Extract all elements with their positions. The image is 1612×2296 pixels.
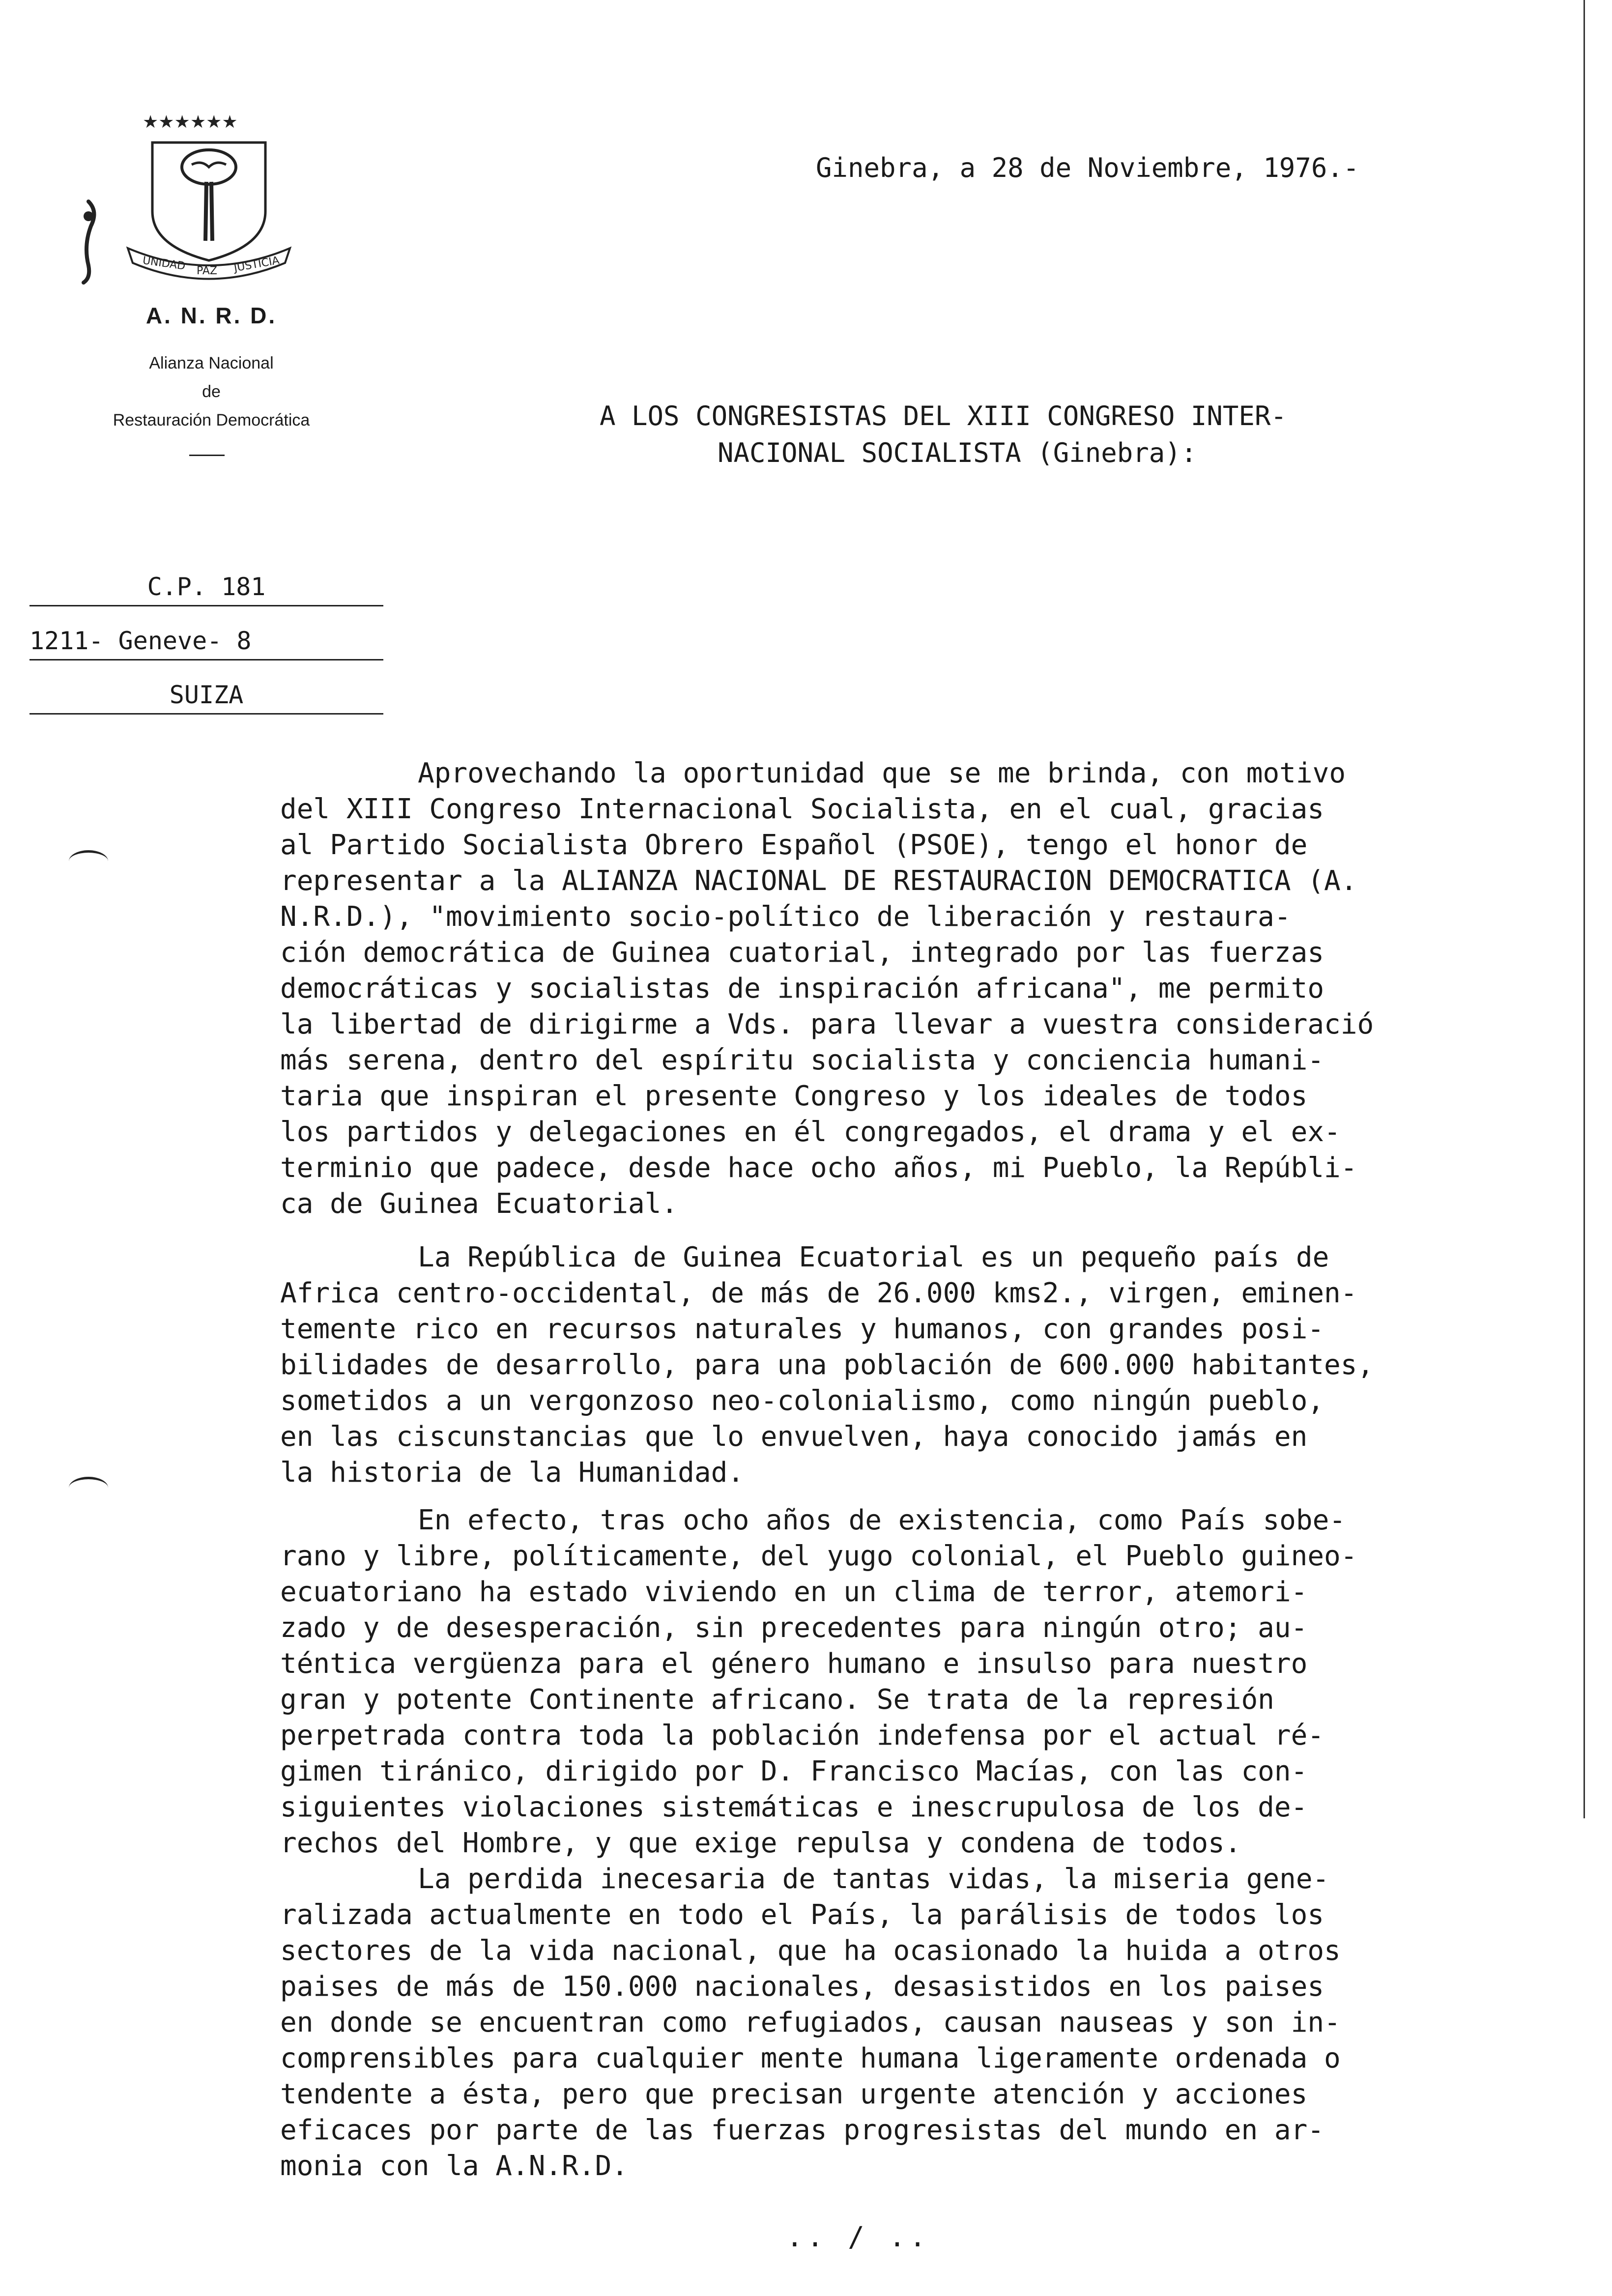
- paragraph-3-line: rano y libre, políticamente, del yugo colonial, el Pueblo guineo-: [280, 1540, 1357, 1572]
- motto-word: JUSTICIA: [233, 254, 281, 275]
- paragraph-4-line: La perdida inecesaria de tantas vidas, la miseria gene-: [418, 1863, 1329, 1895]
- motto-word: UNIDAD: [142, 254, 186, 273]
- paragraph-3-line: rechos del Hombre, y que exige repulsa y condena de todos.: [280, 1827, 1241, 1859]
- paragraph-3-line: En efecto, tras ocho años de existencia, como País sobe-: [418, 1504, 1346, 1536]
- paragraph-1-line: la libertad de dirigirme a Vds. para llevar a vuestra consideració: [280, 1008, 1374, 1040]
- margin-mark: [69, 850, 108, 872]
- org-name-line-3: Restauración Democrática: [113, 411, 310, 430]
- paragraph-3-line: ecuatoriano ha estado viviendo en un clima de terror, atemori-: [280, 1576, 1308, 1608]
- paragraph-4-line: paises de más de 150.000 nacionales, desasistidos en los paises: [280, 1971, 1324, 2003]
- address-city: 1211- Geneve- 8: [29, 627, 383, 660]
- paragraph-3-line: gran y potente Continente africano. Se trata de la represión: [280, 1684, 1274, 1716]
- paragraph-1-line: Aprovechando la oportunidad que se me brinda, con motivo: [418, 757, 1346, 789]
- org-name-line-2: de: [202, 382, 221, 401]
- addressee-line-1: A LOS CONGRESISTAS DEL XIII CONGRESO INTER-: [600, 401, 1287, 431]
- paragraph-4-line: sectores de la vida nacional, que ha ocasionado la huida a otros: [280, 1935, 1341, 1967]
- paragraph-2-line: Africa centro-occidental, de más de 26.000 kms2., virgen, eminen-: [280, 1277, 1357, 1309]
- motto-word: PAZ: [197, 265, 217, 277]
- paragraph-1-line: del XIII Congreso Internacional Socialista, en el cual, gracias: [280, 793, 1324, 825]
- paragraph-3-line: téntica vergüenza para el género humano e insulso para nuestro: [280, 1648, 1308, 1680]
- paragraph-2-line: en las ciscunstancias que lo envuelven, haya conocido jamás en: [280, 1421, 1308, 1453]
- paragraph-4-line: comprensibles para cualquier mente humana ligeramente ordenada o: [280, 2042, 1341, 2074]
- paragraph-2-line: sometidos a un vergonzoso neo-colonialismo, como ningún pueblo,: [280, 1385, 1324, 1417]
- page-edge-line: [1583, 0, 1585, 1818]
- page-continuation: .. / ..: [786, 2221, 930, 2253]
- margin-mark: [69, 1477, 108, 1499]
- paragraph-1-line: ca de Guinea Ecuatorial.: [280, 1188, 678, 1220]
- paragraph-1-line: N.R.D.), "movimiento socio-político de liberación y restaura-: [280, 901, 1291, 933]
- org-abbreviation: A. N. R. D.: [145, 303, 277, 328]
- paragraph-1-line: al Partido Socialista Obrero Español (PSOE), tengo el honor de: [280, 829, 1308, 861]
- paragraph-4-line: monia con la A.N.R.D.: [280, 2150, 629, 2182]
- paragraph-1-line: taria que inspiran el presente Congreso y los ideales de todos: [280, 1080, 1308, 1112]
- address-postal-box: C.P. 181: [29, 573, 383, 606]
- paragraph-4-line: en donde se encuentran como refugiados, causan nauseas y son in-: [280, 2007, 1341, 2038]
- paragraph-3-line: zado y de desesperación, sin precedentes para ningún otro; au-: [280, 1612, 1308, 1644]
- paragraph-4-line: eficaces por parte de las fuerzas progresistas del mundo en ar-: [280, 2114, 1324, 2146]
- letter-date: Ginebra, a 28 de Noviembre, 1976.-: [816, 152, 1359, 183]
- paragraph-2-line: temente rico en recursos naturales y humanos, con grandes posi-: [280, 1313, 1324, 1345]
- handwritten-mark: [74, 197, 103, 285]
- paragraph-1-line: terminio que padece, desde hace ocho años, mi Pueblo, la Repúbli-: [280, 1152, 1357, 1184]
- paragraph-3-line: gimen tiránico, dirigido por D. Francisco Macías, con las con-: [280, 1755, 1308, 1787]
- paragraph-4-line: ralizada actualmente en todo el País, la parálisis de todos los: [280, 1899, 1324, 1931]
- paragraph-1-line: más serena, dentro del espíritu socialista y conciencia humani-: [280, 1044, 1324, 1076]
- addressee-line-2: NACIONAL SOCIALISTA (Ginebra):: [718, 437, 1197, 468]
- paragraph-4-line: tendente a ésta, pero que precisan urgente atención y acciones: [280, 2078, 1308, 2110]
- coat-of-arms-icon: [118, 113, 300, 290]
- paragraph-2-line: bilidades de desarrollo, para una población de 600.000 habitantes,: [280, 1349, 1374, 1381]
- org-divider: [189, 455, 225, 456]
- paragraph-1-line: ción democrática de Guinea cuatorial, integrado por las fuerzas: [280, 937, 1324, 969]
- paragraph-3-line: perpetrada contra toda la población indefensa por el actual ré-: [280, 1720, 1324, 1751]
- paragraph-2-line: la historia de la Humanidad.: [280, 1457, 745, 1489]
- paragraph-1-line: representar a la ALIANZA NACIONAL DE RESTAURACION DEMOCRATICA (A.: [280, 865, 1357, 897]
- svg-text:★★★★★★: ★★★★★★: [143, 113, 238, 132]
- paragraph-1-line: democráticas y socialistas de inspiración africana", me permito: [280, 973, 1324, 1004]
- paragraph-3-line: siguientes violaciones sistemáticas e inescrupulosa de los de-: [280, 1791, 1308, 1823]
- paragraph-1-line: los partidos y delegaciones en él congregados, el drama y el ex-: [280, 1116, 1341, 1148]
- org-name-line-1: Alianza Nacional: [149, 354, 274, 373]
- address-country: SUIZA: [29, 681, 383, 715]
- paragraph-2-line: La República de Guinea Ecuatorial es un pequeño país de: [418, 1241, 1329, 1273]
